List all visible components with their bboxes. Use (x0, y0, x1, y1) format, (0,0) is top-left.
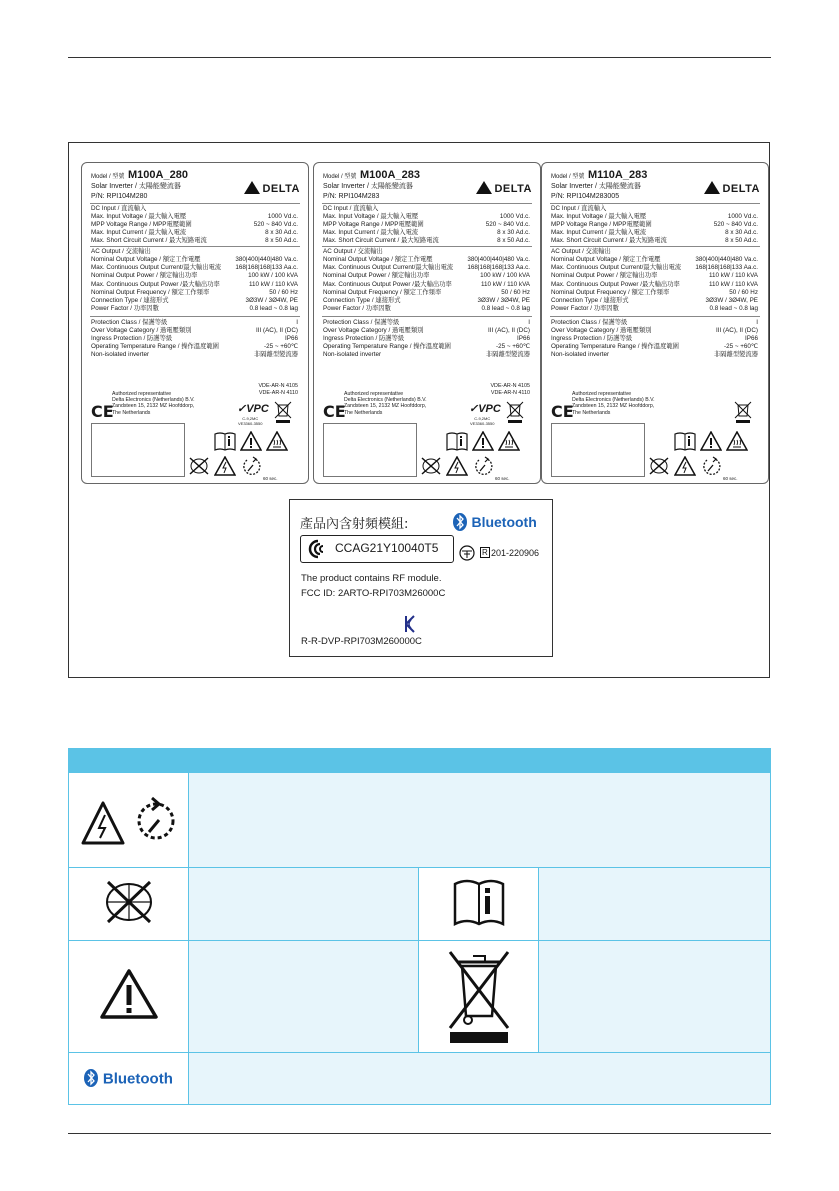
no-pressure-wash-icon (100, 880, 158, 924)
product-name: Solar Inverter / 太陽能變流器 (91, 183, 181, 190)
spec-value: 8 x 30 Ad.c. (265, 229, 298, 236)
check-icon: ✓ (469, 403, 479, 415)
spec-value: IP66 (517, 335, 530, 342)
delta-triangle-icon (476, 181, 492, 194)
spec-row (551, 335, 758, 343)
spec-value: 50 / 60 Hz (269, 288, 298, 296)
discharge-time: 60 sec. (263, 476, 278, 481)
ce-mark: CE (323, 402, 346, 421)
spec-row (91, 237, 298, 245)
spec-row (551, 327, 758, 335)
spec-value: 110 kW / 110 kVA (709, 272, 758, 280)
spec-key: Protection Class / 保護等級 (91, 319, 168, 326)
spec-value: III (AC), II (DC) (488, 327, 530, 334)
spec-key: Connection Type / 連接形式 (323, 297, 401, 304)
spec-row (551, 272, 758, 280)
auth-line: Authorized representative (344, 391, 404, 397)
spec-value: III (AC), II (DC) (256, 327, 298, 334)
spec-key: Max. Input Current / 最大輸入電流 (323, 229, 419, 236)
spec-value: 0.8 lead ~ 0.8 lag (481, 305, 530, 313)
brand-name: DELTA (722, 183, 760, 195)
spec-key: Nominal Output Power / 額定輸出功率 (551, 272, 658, 280)
spec-key: Max. Continuous Output Power /最大輸出功率 (91, 280, 220, 288)
spec-value: 100 kW / 100 kVA (248, 272, 298, 280)
vde-line: VDE-AR-N 4105 (258, 383, 298, 389)
weee-bin-icon (446, 944, 512, 1044)
bluetooth-icon (453, 513, 467, 531)
spec-key: MPP Voltage Range / MPP電壓範圍 (91, 221, 192, 228)
spec-row (91, 281, 298, 289)
spec-value: -25 ~ +60℃ (263, 343, 298, 350)
read-manual-icon (451, 876, 507, 928)
auth-line: Delta Electronics (Netherlands) B.V. (344, 397, 427, 404)
blank-box (323, 423, 417, 477)
auth-line: The Netherlands (344, 409, 383, 416)
divider (550, 246, 760, 247)
authorized-rep (112, 391, 232, 416)
weee-bin-icon (274, 401, 292, 423)
spec-row (91, 335, 298, 343)
kc-icon (403, 615, 417, 633)
spec-row (551, 213, 758, 221)
divider (322, 246, 532, 247)
blank-box (91, 423, 185, 477)
model-name: M110A_283 (588, 169, 648, 181)
spec-value: -25 ~ +60℃ (495, 343, 530, 350)
spec-row (323, 297, 530, 305)
delta-triangle-icon (704, 181, 720, 194)
no-pressure-wash-icon (420, 457, 442, 475)
brand-name: DELTA (262, 183, 300, 195)
spec-row (91, 264, 298, 272)
spec-row (551, 297, 758, 305)
spec-row (91, 319, 298, 327)
delta-logo (244, 181, 300, 196)
spec-value: I (296, 319, 298, 326)
weee-bin-icon (506, 401, 524, 423)
spec-value: 非隔離型變流器 (713, 351, 758, 358)
symbol-cell (69, 868, 189, 941)
spec-row (551, 256, 758, 264)
spec-value: 1000 Vd.c. (267, 213, 298, 220)
spec-value: -25 ~ +60℃ (723, 343, 758, 350)
spec-key: Over Voltage Category / 過電壓類別 (323, 327, 424, 334)
no-pressure-wash-icon (188, 457, 210, 475)
spec-row (551, 289, 758, 297)
bluetooth-logo (84, 1070, 172, 1087)
spec-value: 520 ~ 840 Vd.c. (253, 221, 298, 228)
spec-key: Nominal Output Voltage / 額定工作電壓 (91, 256, 201, 263)
description-cell (539, 868, 771, 941)
auth-line: Zandsteen 15, 2132 MZ Hoofddorp, (572, 403, 655, 410)
spec-value: 非隔離型變流器 (253, 351, 298, 358)
model-prefix: Model / 型號 (91, 174, 125, 180)
ncc-box (300, 535, 454, 563)
spec-value: 380|400|440|480 Va.c. (235, 256, 298, 263)
bluetooth-icon (84, 1069, 98, 1087)
check-icon: ✓ (237, 403, 247, 415)
discharge-time: 60 sec. (723, 476, 738, 481)
spec-key: Over Voltage Category / 過電壓類別 (91, 327, 192, 334)
spec-value: I (756, 319, 758, 326)
vpc-mark: ✓VPC (469, 403, 501, 415)
spec-key: Operating Temperature Range / 操作溫度範圍 (323, 343, 451, 350)
read-manual-icon (674, 431, 696, 451)
footer-rule (68, 1133, 771, 1134)
spec-key: Max. Continuous Output Current/最大輸出電流 (323, 264, 454, 272)
divider (322, 203, 532, 204)
ac-title: AC Output / 交流輸出 (91, 248, 151, 255)
spec-key: Max. Continuous Output Power /最大輸出功率 (323, 280, 452, 288)
description-cell (189, 868, 419, 941)
spec-key: Max. Short Circuit Current / 最大短路電流 (91, 237, 207, 244)
model-row (551, 169, 647, 182)
spec-key: Operating Temperature Range / 操作溫度範圍 (551, 343, 679, 350)
spec-key: Max. Continuous Output Current/最大輸出電流 (551, 264, 682, 272)
vpc-sub-line: C-9,2MC (474, 416, 491, 421)
read-manual-icon (446, 431, 468, 451)
divider (90, 246, 300, 247)
spec-value: IP66 (745, 335, 758, 342)
model-row (91, 169, 188, 182)
spec-row (91, 229, 298, 237)
part-number: P/N: RPI104M283005 (551, 193, 620, 200)
vde-norms (490, 383, 530, 397)
auth-line: The Netherlands (112, 409, 151, 416)
high-voltage-icon (674, 456, 696, 476)
spec-value: 8 x 50 Ad.c. (497, 237, 530, 244)
spec-key: Max. Continuous Output Power /最大輸出功率 (551, 280, 680, 288)
spec-key: Power Factor / 功率因數 (323, 305, 391, 313)
description-cell (539, 941, 771, 1053)
spec-row (551, 305, 758, 313)
read-manual-icon (214, 431, 236, 451)
vpc-sub-line: VE3360-3550 (470, 420, 495, 426)
table-header-symbol (69, 749, 189, 773)
auth-line: The Netherlands (572, 409, 611, 416)
safety-icons (648, 431, 766, 481)
capacitor-discharge-icon (472, 456, 494, 476)
hot-surface-icon (266, 431, 288, 451)
ac-title: AC Output / 交流輸出 (551, 248, 611, 255)
high-voltage-discharge-icon (79, 788, 179, 848)
hot-surface-icon (498, 431, 520, 451)
spec-value: 168|168|168|133 Aa.c. (467, 264, 530, 272)
model-prefix: Model / 型號 (551, 174, 585, 180)
spec-value: 50 / 60 Hz (501, 288, 530, 296)
no-pressure-wash-icon (648, 457, 670, 475)
spec-row (323, 229, 530, 237)
weee-bin-icon (734, 401, 752, 423)
warning-icon (98, 967, 160, 1021)
vde-norms (258, 383, 298, 397)
description-cell (189, 1053, 771, 1105)
product-name: Solar Inverter / 太陽能變流器 (323, 183, 413, 190)
spec-row (323, 327, 530, 335)
spec-value: 168|168|168|133 Aa.c. (695, 264, 758, 272)
spec-row (551, 237, 758, 245)
auth-line: Authorized representative (572, 391, 632, 397)
warning-icon (700, 431, 722, 451)
bluetooth-logo (453, 513, 537, 531)
spec-row (91, 297, 298, 305)
spec-value: 1000 Vd.c. (727, 213, 758, 220)
hot-surface-icon (726, 431, 748, 451)
spec-row (551, 343, 758, 351)
rf-line3: R-R-DVP-RPI703M260000C (301, 636, 422, 647)
spec-value: 110 kW / 110 kVA (709, 280, 758, 288)
spec-value: 3Ø3W / 3Ø4W, PE (705, 297, 758, 304)
divider (322, 316, 532, 317)
spec-row (323, 264, 530, 272)
ce-mark: CE (551, 402, 574, 421)
spec-row (551, 351, 758, 359)
warning-icon (240, 431, 262, 451)
spec-row (91, 289, 298, 297)
spec-value: 3Ø3W / 3Ø4W, PE (477, 297, 530, 304)
warning-icon (472, 431, 494, 451)
dc-title: DC Input / 直流輸入 (323, 205, 379, 212)
high-voltage-icon (214, 456, 236, 476)
spec-value: 520 ~ 840 Vd.c. (713, 221, 758, 228)
ncc-code: CCAG21Y10040T5 (335, 541, 439, 555)
spec-row (91, 305, 298, 313)
vde-line: VDE-AR-N 4110 (258, 390, 298, 397)
spec-key: Nominal Output Frequency / 額定工作頻率 (551, 288, 670, 296)
nameplate (313, 162, 541, 484)
r-mark: R (482, 548, 488, 557)
spec-row (551, 281, 758, 289)
divider (90, 316, 300, 317)
divider (550, 203, 760, 204)
spec-key: Max. Input Voltage / 最大輸入電壓 (551, 213, 647, 220)
spec-key: Nominal Output Power / 額定輸出功率 (91, 272, 198, 280)
spec-value: III (AC), II (DC) (716, 327, 758, 334)
spec-key: Connection Type / 連接形式 (91, 297, 169, 304)
spec-row (91, 327, 298, 335)
r-number: 201-220906 (491, 548, 540, 558)
symbols-table (68, 748, 771, 1105)
spec-row (91, 256, 298, 264)
auth-line: Zandsteen 15, 2132 MZ Hoofddorp, (112, 403, 195, 410)
dc-title: DC Input / 直流輸入 (91, 205, 147, 212)
spec-value: 3Ø3W / 3Ø4W, PE (245, 297, 298, 304)
spec-row (323, 319, 530, 327)
spec-key: Protection Class / 保護等級 (323, 319, 400, 326)
spec-row (323, 281, 530, 289)
model-row (323, 169, 420, 182)
spec-value: 520 ~ 840 Vd.c. (485, 221, 530, 228)
ncc-icon (306, 539, 332, 559)
spec-row (91, 343, 298, 351)
telec-icon (457, 545, 477, 561)
spec-value: 8 x 50 Ad.c. (725, 237, 758, 244)
symbol-cell (69, 1053, 189, 1105)
delta-logo (476, 181, 532, 196)
model-name: M100A_280 (128, 169, 188, 181)
description-cell (189, 941, 419, 1053)
spec-row (323, 213, 530, 221)
vpc-sub-line: C-9,2MC (242, 416, 259, 421)
spec-value: 168|168|168|133 Aa.c. (235, 264, 298, 272)
spec-key: Non-isolated inverter (323, 351, 382, 358)
capacitor-discharge-icon (240, 456, 262, 476)
vpc-sub-line: VE3360-3550 (238, 420, 263, 426)
spec-value: 380|400|440|480 Va.c. (467, 256, 530, 263)
divider (90, 203, 300, 204)
spec-row (323, 343, 530, 351)
spec-key: Ingress Protection / 防護等級 (323, 335, 405, 342)
product-name: Solar Inverter / 太陽能變流器 (551, 183, 641, 190)
spec-row (323, 289, 530, 297)
safety-icons (188, 431, 306, 481)
header-rule (68, 57, 771, 58)
spec-key: Over Voltage Category / 過電壓類別 (551, 327, 652, 334)
spec-value: 100 kW / 100 kVA (480, 272, 530, 280)
spec-row (323, 237, 530, 245)
spec-key: Nominal Output Voltage / 額定工作電壓 (551, 256, 661, 263)
rf-title: 產品內含射頻模組: (300, 517, 409, 532)
spec-key: Max. Continuous Output Current/最大輸出電流 (91, 264, 222, 272)
spec-row (323, 335, 530, 343)
spec-key: Non-isolated inverter (91, 351, 150, 358)
bluetooth-wordmark: Bluetooth (471, 514, 537, 530)
symbol-cell (69, 773, 189, 868)
rf-module-label (289, 499, 553, 657)
spec-row (551, 229, 758, 237)
symbol-cell (418, 941, 538, 1053)
spec-key: Max. Input Current / 最大輸入電流 (91, 229, 187, 236)
auth-line: Authorized representative (112, 391, 172, 397)
ce-mark: CE (91, 402, 114, 421)
spec-key: Max. Input Voltage / 最大輸入電壓 (91, 213, 187, 220)
divider (550, 316, 760, 317)
description-cell (189, 773, 771, 868)
spec-value: I (528, 319, 530, 326)
spec-row (323, 256, 530, 264)
spec-row (323, 221, 530, 229)
spec-row (91, 272, 298, 280)
spec-value: 1000 Vd.c. (499, 213, 530, 220)
vde-line: VDE-AR-N 4110 (490, 390, 530, 397)
blank-box (551, 423, 645, 477)
discharge-time: 60 sec. (495, 476, 510, 481)
spec-row (323, 305, 530, 313)
delta-logo (704, 181, 760, 196)
ac-title: AC Output / 交流輸出 (323, 248, 383, 255)
model-name: M100A_283 (360, 169, 420, 181)
spec-key: MPP Voltage Range / MPP電壓範圍 (323, 221, 424, 228)
spec-key: Operating Temperature Range / 操作溫度範圍 (91, 343, 219, 350)
spec-row (91, 213, 298, 221)
spec-row (551, 221, 758, 229)
spec-key: Nominal Output Power / 額定輸出功率 (323, 272, 430, 280)
spec-key: Max. Short Circuit Current / 最大短路電流 (323, 237, 439, 244)
spec-value: 非隔離型變流器 (485, 351, 530, 358)
part-number: P/N: RPI104M283 (323, 193, 380, 200)
spec-value: 8 x 50 Ad.c. (265, 237, 298, 244)
spec-key: MPP Voltage Range / MPP電壓範圍 (551, 221, 652, 228)
dc-title: DC Input / 直流輸入 (551, 205, 607, 212)
table-header-description (189, 749, 771, 773)
spec-row (323, 272, 530, 280)
symbol-cell (418, 868, 538, 941)
spec-key: Non-isolated inverter (551, 351, 610, 358)
capacitor-discharge-icon (700, 456, 722, 476)
spec-value: 8 x 30 Ad.c. (725, 229, 758, 236)
vpc-sub (470, 417, 494, 427)
spec-value: 0.8 lead ~ 0.8 lag (709, 305, 758, 313)
authorized-rep (344, 391, 464, 416)
spec-value: 380|400|440|480 Va.c. (695, 256, 758, 263)
spec-row (91, 221, 298, 229)
nameplate (541, 162, 769, 484)
auth-line: Delta Electronics (Netherlands) B.V. (572, 397, 655, 404)
model-prefix: Model / 型號 (323, 174, 357, 180)
bluetooth-wordmark: Bluetooth (102, 1069, 173, 1087)
brand-name: DELTA (494, 183, 532, 195)
nameplate (81, 162, 309, 484)
spec-key: Power Factor / 功率因數 (91, 305, 159, 313)
authorized-rep (572, 391, 692, 416)
spec-value: 50 / 60 Hz (729, 288, 758, 296)
spec-value: IP66 (285, 335, 298, 342)
high-voltage-icon (446, 456, 468, 476)
vpc-sub (238, 417, 262, 427)
vde-line: VDE-AR-N 4105 (490, 383, 530, 389)
spec-key: Nominal Output Voltage / 額定工作電壓 (323, 256, 433, 263)
spec-row (551, 264, 758, 272)
spec-key: Max. Input Voltage / 最大輸入電壓 (323, 213, 419, 220)
rf-line2: FCC ID: 2ARTO-RPI703M26000C (301, 588, 446, 599)
safety-icons (420, 431, 538, 481)
spec-key: Ingress Protection / 防護等級 (551, 335, 633, 342)
rf-line1: The product contains RF module. (301, 573, 442, 584)
spec-key: Max. Short Circuit Current / 最大短路電流 (551, 237, 667, 244)
spec-key: Max. Input Current / 最大輸入電流 (551, 229, 647, 236)
spec-key: Nominal Output Frequency / 額定工作頻率 (91, 288, 210, 296)
vpc-mark: ✓VPC (237, 403, 269, 415)
spec-row (323, 351, 530, 359)
auth-line: Zandsteen 15, 2132 MZ Hoofddorp, (344, 403, 427, 410)
delta-triangle-icon (244, 181, 260, 194)
spec-value: 110 kW / 110 kVA (249, 280, 298, 288)
auth-line: Delta Electronics (Netherlands) B.V. (112, 397, 195, 404)
symbol-cell (69, 941, 189, 1053)
spec-row (551, 319, 758, 327)
part-number: P/N: RPI104M280 (91, 193, 148, 200)
spec-row (91, 351, 298, 359)
spec-key: Connection Type / 連接形式 (551, 297, 629, 304)
spec-key: Ingress Protection / 防護等級 (91, 335, 173, 342)
spec-key: Power Factor / 功率因數 (551, 305, 619, 313)
spec-key: Protection Class / 保護等級 (551, 319, 628, 326)
spec-value: 8 x 30 Ad.c. (497, 229, 530, 236)
spec-value: 110 kW / 110 kVA (481, 280, 530, 288)
spec-key: Nominal Output Frequency / 額定工作頻率 (323, 288, 442, 296)
spec-value: 0.8 lead ~ 0.8 lag (249, 305, 298, 313)
